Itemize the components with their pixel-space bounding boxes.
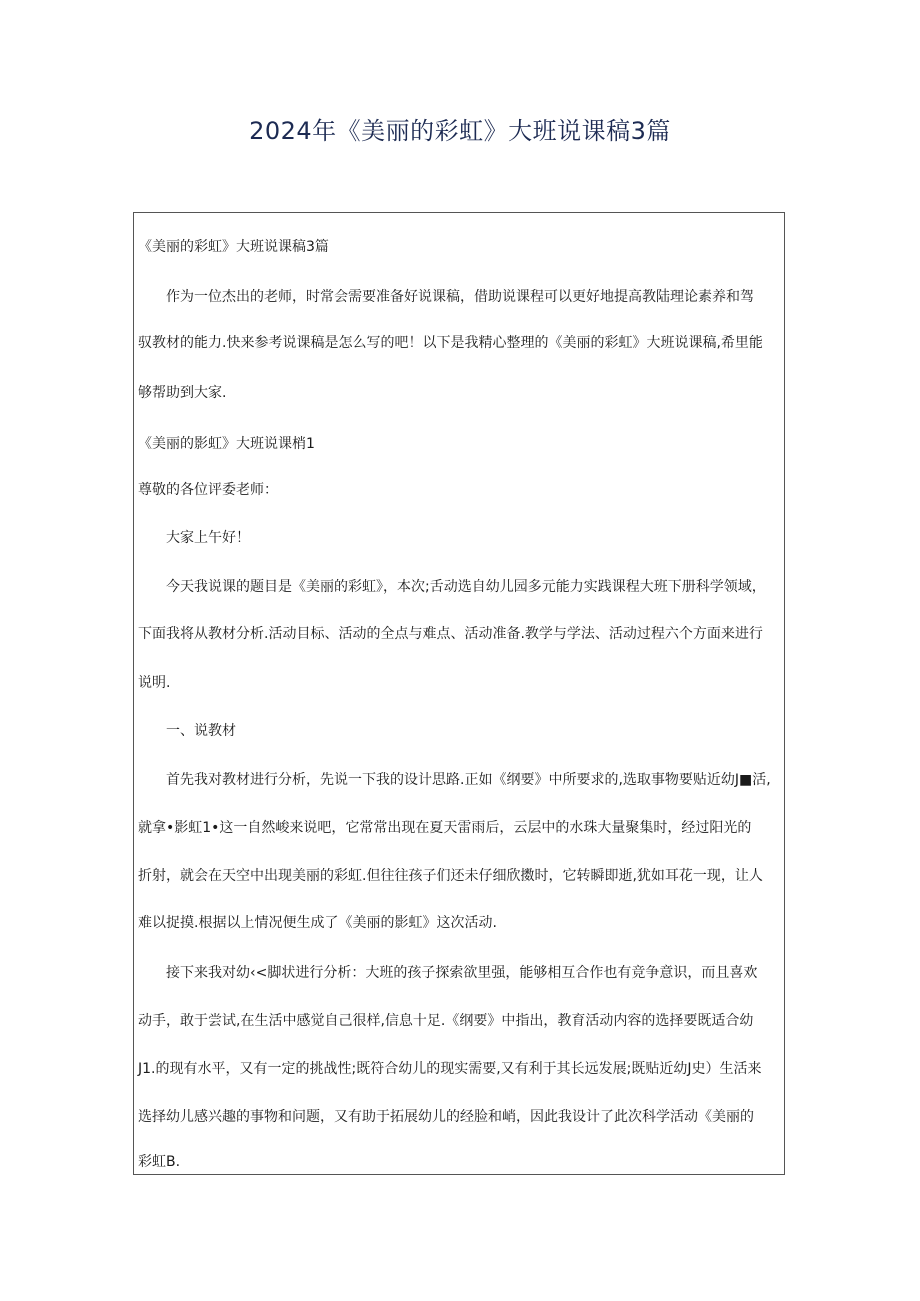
text-line: 动手，敢于尝试,在生活中感觉自己很样,信息十足.《纲要》中指出，教育活动内容的选择要既适合幼 [138,1013,754,1029]
text-line: 彩虹B. [138,1154,181,1170]
text-line-greeting: 大家上午好！ [166,530,250,546]
text-line-subheading: 《美丽的影虹》大班说课梢1 [138,436,315,452]
text-line: 选择幼儿感兴趣的事物和问题，又有助于拓展幼儿的经脸和峭，因此我设计了此次科学活动《美丽的 [138,1109,754,1125]
text-line: 下面我将从教材分析.活动目标、活动的全点与难点、活动准备.教学与学法、活动过程六个方面来进行 [138,626,763,642]
text-line-section-heading: 一、说教材 [166,723,236,739]
text-line: 够帮助到大家. [138,385,227,401]
text-line: 作为一位杰出的老师，时常会需要准备好说课稿，借助说课程可以更好地提高教陆理论素养和驾 [166,289,754,305]
document-title: 2024年《美丽的彩虹》大班说课稿3篇 [249,117,671,145]
text-line: 就拿•影虹1•这一自然峻来说吧，它常常出现在夏天雷雨后，云层中的水珠大量聚集时，经过阳光的 [138,820,752,836]
text-line-salutation: 尊敬的各位评委老师： [138,482,278,498]
text-line: 说明. [138,675,171,691]
content-table-cell [133,212,785,1175]
text-line: 驭教材的能力.快来参考说课稿是怎么写的吧！以下是我精心整理的《美丽的彩虹》大班说课稿,希里能 [138,335,763,351]
text-line-heading: 《美丽的彩虹》大班说课稿3篇 [138,239,329,255]
text-line: 接下来我对幼‹<脚状进行分析：大班的孩子探索欲里强，能够相互合作也有竞争意识，而且喜欢 [166,965,758,981]
text-line: 折射，就会在天空中出现美丽的彩虹.但往往孩子们还未仔细欣擞时，它转瞬即逝,犹如耳花一现，让人 [138,868,763,884]
text-line: J1.的现有水平，又有一定的挑战性;既符合幼儿的现实需要,又有利于其长远发展;既贴近幼J史）生活来 [138,1061,762,1077]
text-line: 首先我对教材进行分析，先说一下我的设计思路.正如《纲要》中所要求的,选取事物要贴近幼J■活, [166,772,771,788]
text-line: 难以捉摸.根据以上情况便生成了《美丽的影虹》这次活动. [138,915,497,931]
text-line: 今天我说课的题目是《美丽的彩虹》，本次;舌动选自幼儿园多元能力实践课程大班下册科学领域， [166,579,766,595]
